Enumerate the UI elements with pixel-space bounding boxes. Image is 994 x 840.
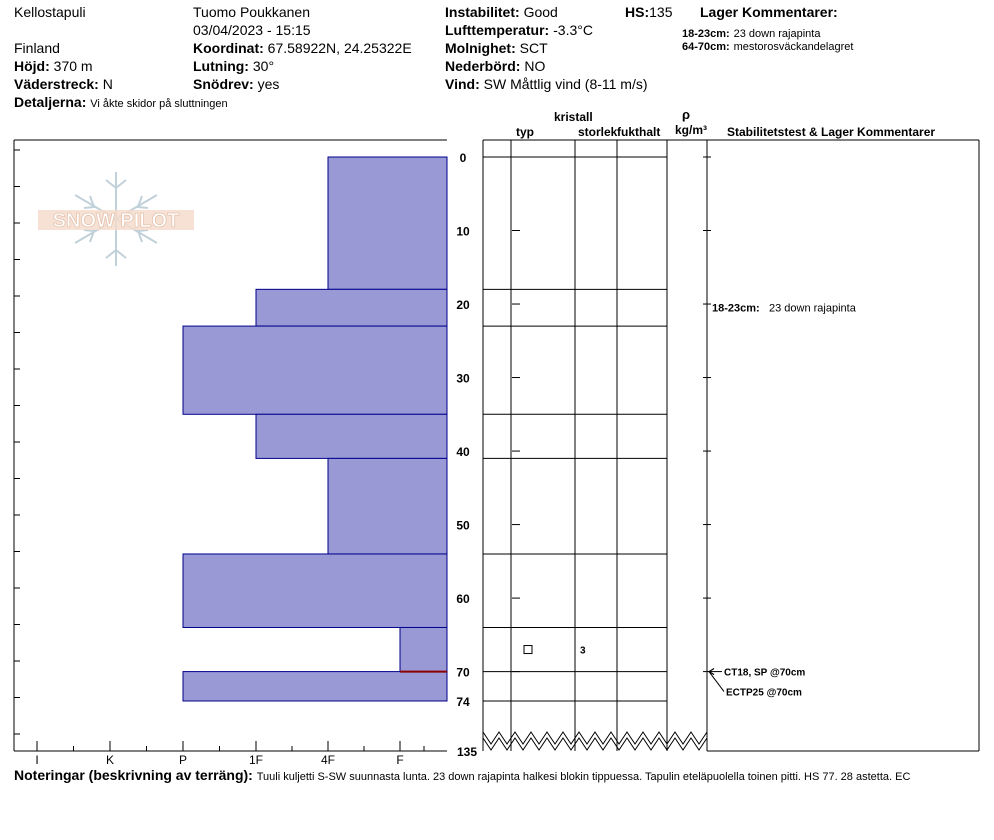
hardness-bar-8 xyxy=(183,672,447,701)
hardness-bar-1 xyxy=(328,157,447,289)
hardness-bar-5 xyxy=(328,458,447,554)
airtemp-label: Lufttemperatur: xyxy=(445,22,550,38)
snowdrift-value: yes xyxy=(257,76,280,92)
stability-pointer-2 xyxy=(709,672,724,692)
grain-size-1: 3 xyxy=(580,645,586,657)
hardness-tick-label-1F: 1F xyxy=(248,753,264,767)
hardness-tick-label-K: K xyxy=(105,753,115,767)
hardness-bar-2 xyxy=(256,289,447,326)
layer-comment-2-range: 64-70cm: xyxy=(682,41,730,53)
layer-table xyxy=(483,140,857,751)
depth-label-50: 50 xyxy=(456,518,470,533)
sky-label: Molnighet: xyxy=(445,40,516,56)
col-kristall: kristall xyxy=(554,110,593,124)
sky-value: SCT xyxy=(519,40,548,56)
notes-label: Noteringar (beskrivning av terräng): xyxy=(14,767,253,783)
stability-test-1: CT18, SP @70cm xyxy=(724,667,806,679)
snowpilot-watermark xyxy=(38,172,194,266)
hardness-tick-label-P: P xyxy=(178,753,188,767)
hardness-tick-label-I: I xyxy=(35,753,39,767)
hardness-bar-7 xyxy=(400,627,447,671)
watermark-text: SNOW PILOT xyxy=(52,210,180,232)
hs-value: 135 xyxy=(649,4,673,20)
hardness-bar-4 xyxy=(256,414,447,458)
stability-label: Instabilitet: xyxy=(445,4,520,20)
location: Kellostapuli xyxy=(14,4,86,20)
depth-bottom-label: 135 xyxy=(456,745,478,759)
col-typ: typ xyxy=(516,125,534,139)
datetime: 03/04/2023 - 15:15 xyxy=(193,22,311,38)
depth-label-70: 70 xyxy=(456,665,470,680)
observer: Tuomo Poukkanen xyxy=(193,4,310,20)
break-zigzag-bottom xyxy=(483,738,707,750)
coords-label: Koordinat: xyxy=(193,40,264,56)
layer-comment-2-text: mestorosväckandelagret xyxy=(733,41,854,53)
precip-value: NO xyxy=(524,58,546,74)
aspect-value: N xyxy=(102,76,113,92)
col-density-unit: kg/m³ xyxy=(675,123,708,137)
layer-comments-title: Lager Kommentarer: xyxy=(700,4,838,20)
slope-label: Lutning: xyxy=(193,58,249,74)
hardness-tick-label-F: F xyxy=(396,753,404,767)
col-rho: ρ xyxy=(682,107,691,122)
depth-label-74: 74 xyxy=(456,695,470,709)
snowdrift-label: Snödrev: xyxy=(193,76,254,92)
wind-label: Vind: xyxy=(445,76,480,92)
col-storlek: storlek xyxy=(578,126,618,139)
coords-value: 67.58922N, 24.25322E xyxy=(267,40,412,56)
depth-label-10: 10 xyxy=(456,224,470,239)
depth-label-40: 40 xyxy=(456,445,470,460)
layer-annotation-range-1: 18-23cm: xyxy=(712,302,760,315)
country: Finland xyxy=(14,40,60,56)
depth-label-0: 0 xyxy=(459,151,467,165)
hardness-bar-3 xyxy=(183,326,447,414)
col-fukthalt: fukthalt xyxy=(617,125,661,139)
depth-label-60: 60 xyxy=(456,592,470,607)
layer-comment-1-range: 18-23cm: xyxy=(682,28,730,40)
col-stability-title: Stabilitetstest & Lager Kommentarer xyxy=(727,125,936,139)
hardness-tick-label-4F: 4F xyxy=(320,753,336,767)
hardness-bar-6 xyxy=(183,554,447,628)
elevation-label: Höjd: xyxy=(14,58,50,74)
hardness-layers xyxy=(183,157,447,701)
details-label: Detaljerna: xyxy=(14,94,87,110)
slope-value: 30° xyxy=(252,58,275,74)
airtemp-value: -3.3°C xyxy=(553,22,593,38)
stability-value: Good xyxy=(523,4,558,20)
stability-test-2: ECTP25 @70cm xyxy=(726,687,802,699)
depth-label-20: 20 xyxy=(456,298,470,313)
elevation-value: 370 m xyxy=(53,58,93,74)
notes-text: Tuuli kuljetti S-SW suunnasta lunta. 23 down rajapinta halkesi blokin tippuessa. Tapulin eteläpuolella toinen pitti. HS 77. 28 astetta. EC xyxy=(256,771,911,783)
depth-label-30: 30 xyxy=(456,371,470,386)
grain-type-icon-1 xyxy=(524,646,532,654)
aspect-label: Väderstreck: xyxy=(14,76,99,92)
layer-comment-1-text: 23 down rajapinta xyxy=(733,28,821,40)
notes-row xyxy=(14,767,910,784)
precip-label: Nederbörd: xyxy=(445,58,521,74)
layer-annotation-text-1: 23 down rajapinta xyxy=(769,302,856,315)
details-value: Vi åkte skidor på sluttningen xyxy=(90,98,228,110)
hs-label: HS: xyxy=(625,4,650,20)
wind-value: SW Måttlig vind (8-11 m/s) xyxy=(483,76,648,92)
